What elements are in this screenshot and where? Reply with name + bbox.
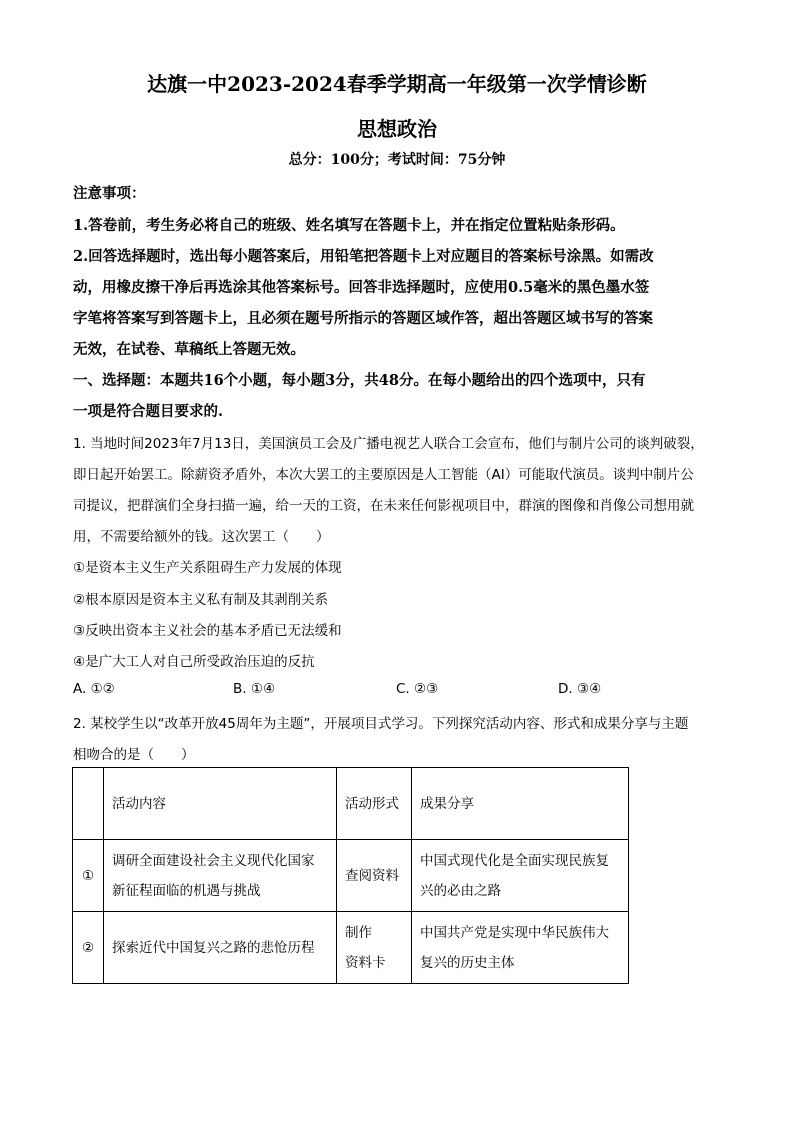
- cell-line: 查阅资料: [345, 867, 399, 884]
- notice-line: 2.回答选择题时，选出每小题答案后，用铅笔把答题卡上对应题目的答案标号涂黑。如需改: [73, 248, 654, 265]
- cell-line: 制作: [345, 924, 372, 941]
- question-1-option-b: B. ①④: [233, 681, 276, 697]
- section-heading-line: 一项是符合题目要求的.: [73, 403, 224, 420]
- table-header-cell: 活动形式: [337, 768, 412, 840]
- cell-line: 中国共产党是实现中华民族伟大: [420, 924, 609, 941]
- question-2-stem-line: 相吻合的是（ ）: [73, 747, 195, 763]
- question-1-option-d: D. ③④: [558, 681, 602, 697]
- table-row: [73, 840, 629, 912]
- table-row: [73, 912, 629, 984]
- notice-line: 动，用橡皮擦干净后再选涂其他答案标号。回答非选择题时，应使用0.5毫米的黑色墨水签: [73, 279, 650, 296]
- question-1-stem-line: 即日起开始罢工。除薪资矛盾外，本次大罢工的主要原因是人工智能（AI）可能取代演员。谈判中制片公: [73, 467, 694, 483]
- question-1-statement: ④是广大工人对自己所受政治压迫的反抗: [73, 654, 315, 670]
- exam-title: 达旗一中2023-2024春季学期高一年级第一次学情诊断: [147, 72, 647, 96]
- activity-content-cell: [104, 912, 337, 984]
- cell-line: 资料卡: [345, 954, 386, 971]
- section-heading-line: 一、选择题：本题共16个小题，每小题3分，共48分。在每小题给出的四个选项中，只有: [73, 372, 646, 389]
- question-1-statement: ②根本原因是资本主义私有制及其剥削关系: [73, 592, 329, 608]
- cell-line: 复兴的历史主体: [420, 954, 515, 971]
- cell-line: 新征程面临的机遇与挑战: [112, 882, 261, 899]
- question-1-option-c: C. ②③: [396, 681, 439, 697]
- result-share-cell: [412, 912, 629, 984]
- question-1-option-a: A. ①②: [73, 681, 115, 697]
- row-number: ①: [73, 840, 104, 912]
- cell-line: 中国式现代化是全面实现民族复: [420, 852, 609, 869]
- notice-line: 1.答卷前，考生务必将自己的班级、姓名填写在答题卡上，并在指定位置粘贴条形码。: [73, 217, 625, 234]
- activity-form-cell: [337, 840, 412, 912]
- activity-content-cell: [104, 840, 337, 912]
- subject-title: 思想政治: [357, 117, 437, 141]
- activity-form-cell: [337, 912, 412, 984]
- question-1-statement: ③反映出资本主义社会的基本矛盾已无法缓和: [73, 623, 342, 639]
- cell-line: 调研全面建设社会主义现代化国家: [112, 852, 315, 869]
- cell-line: 兴的必由之路: [420, 882, 501, 899]
- question-1-stem-line: 司提议，把群演们全身扫描一遍，给一天的工资，在未来任何影视项目中，群演的图像和肖像公司想用就: [73, 498, 694, 514]
- table-header-cell: 成果分享: [412, 768, 629, 840]
- row-number: ②: [73, 912, 104, 984]
- question-1-statement: ①是资本主义生产关系阻碍生产力发展的体现: [73, 560, 342, 576]
- cell-line: 探索近代中国复兴之路的悲怆历程: [112, 939, 315, 956]
- question-2-stem-line: 2. 某校学生以“改革开放45周年为主题”，开展项目式学习。下列探究活动内容、形式和成果分享与主题: [73, 716, 689, 732]
- notice-line: 无效，在试卷、草稿纸上答题无效。: [73, 341, 305, 358]
- table-header-cell: [73, 768, 104, 840]
- result-share-cell: [412, 840, 629, 912]
- question-1-stem-line: 1. 当地时间2023年7月13日，美国演员工会及广播电视艺人联合工会宣布，他们与制片公司的谈判破裂，: [73, 436, 704, 452]
- table-header-cell: 活动内容: [104, 768, 337, 840]
- activity-table: [72, 767, 629, 984]
- notice-heading: 注意事项：: [73, 185, 146, 202]
- question-1-stem-line: 用，不需要给额外的钱。这次罢工（ ）: [73, 529, 330, 545]
- table-header-row: [73, 768, 629, 840]
- exam-info: 总分：100分；考试时间：75分钟: [288, 152, 506, 168]
- notice-line: 字笔将答案写到答题卡上，且必须在题号所指示的答题区域作答，超出答题区域书写的答案: [73, 310, 653, 327]
